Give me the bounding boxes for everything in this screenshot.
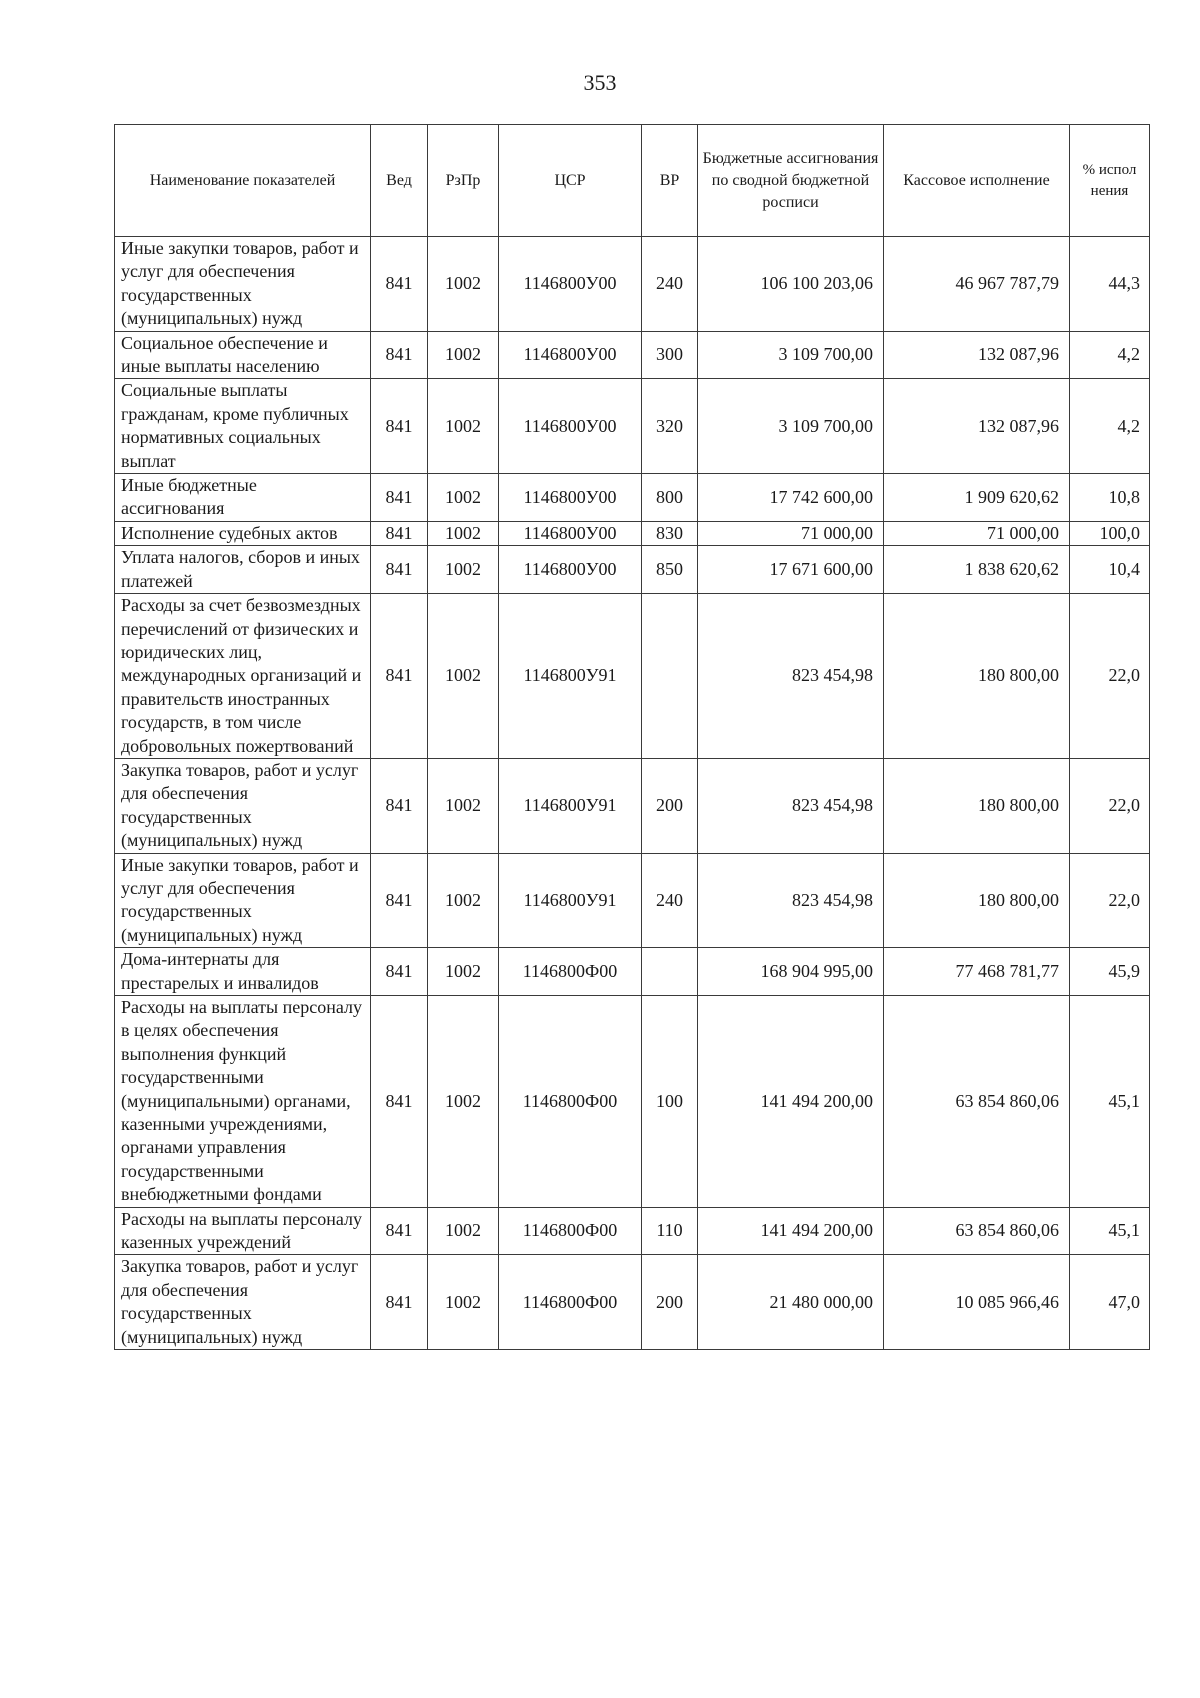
table-body xyxy=(115,237,1150,1350)
cell-ved: 841 xyxy=(371,948,428,996)
cell-cash: 63 854 860,06 xyxy=(884,1207,1070,1255)
cell-cash: 180 800,00 xyxy=(884,594,1070,759)
cell-budget: 17 742 600,00 xyxy=(698,474,884,522)
cell-rzpr: 1002 xyxy=(428,996,499,1208)
cell-ved: 841 xyxy=(371,594,428,759)
cell-cash: 132 087,96 xyxy=(884,331,1070,379)
cell-vr: 800 xyxy=(642,474,698,522)
table-row xyxy=(115,1207,1150,1255)
cell-csr: 1146800У91 xyxy=(499,853,642,948)
cell-budget: 3 109 700,00 xyxy=(698,331,884,379)
cell-ved: 841 xyxy=(371,474,428,522)
cell-vr: 850 xyxy=(642,546,698,594)
cell-cash: 1 838 620,62 xyxy=(884,546,1070,594)
cell-ved: 841 xyxy=(371,996,428,1208)
cell-pct: 45,1 xyxy=(1070,996,1150,1208)
cell-name: Закупка товаров, работ и услуг для обеспечения государственных (муниципальных) нужд xyxy=(115,1255,371,1350)
cell-csr: 1146800Ф00 xyxy=(499,948,642,996)
cell-cash: 10 085 966,46 xyxy=(884,1255,1070,1350)
cell-csr: 1146800У00 xyxy=(499,379,642,474)
cell-rzpr: 1002 xyxy=(428,1207,499,1255)
cell-ved: 841 xyxy=(371,1207,428,1255)
header-cash: Кассовое исполнение xyxy=(884,125,1070,237)
cell-vr xyxy=(642,948,698,996)
cell-pct: 10,4 xyxy=(1070,546,1150,594)
cell-name: Дома-интернаты для престарелых и инвалидов xyxy=(115,948,371,996)
cell-name: Расходы на выплаты персоналу казенных учреждений xyxy=(115,1207,371,1255)
cell-ved: 841 xyxy=(371,379,428,474)
cell-name: Расходы за счет безвозмездных перечислений от физических и юридических лиц, международных организаций и правительств иностранных государств, в том числе добровольных пожертвований xyxy=(115,594,371,759)
cell-cash: 63 854 860,06 xyxy=(884,996,1070,1208)
cell-pct: 4,2 xyxy=(1070,379,1150,474)
cell-pct: 4,2 xyxy=(1070,331,1150,379)
cell-cash: 77 468 781,77 xyxy=(884,948,1070,996)
header-csr: ЦСР xyxy=(499,125,642,237)
cell-vr: 200 xyxy=(642,1255,698,1350)
cell-csr: 1146800Ф00 xyxy=(499,1207,642,1255)
cell-cash: 71 000,00 xyxy=(884,521,1070,545)
table-row xyxy=(115,594,1150,759)
cell-ved: 841 xyxy=(371,758,428,853)
cell-name: Исполнение судебных актов xyxy=(115,521,371,545)
table-row xyxy=(115,948,1150,996)
cell-budget: 21 480 000,00 xyxy=(698,1255,884,1350)
cell-cash: 180 800,00 xyxy=(884,758,1070,853)
cell-pct: 22,0 xyxy=(1070,758,1150,853)
table-row xyxy=(115,237,1150,332)
cell-cash: 1 909 620,62 xyxy=(884,474,1070,522)
cell-ved: 841 xyxy=(371,237,428,332)
cell-budget: 17 671 600,00 xyxy=(698,546,884,594)
cell-rzpr: 1002 xyxy=(428,379,499,474)
table-row xyxy=(115,331,1150,379)
table-row xyxy=(115,521,1150,545)
cell-budget: 141 494 200,00 xyxy=(698,996,884,1208)
cell-name: Иные закупки товаров, работ и услуг для обеспечения государственных (муниципальных) нужд xyxy=(115,853,371,948)
cell-budget: 141 494 200,00 xyxy=(698,1207,884,1255)
cell-ved: 841 xyxy=(371,1255,428,1350)
cell-pct: 100,0 xyxy=(1070,521,1150,545)
cell-ved: 841 xyxy=(371,521,428,545)
cell-rzpr: 1002 xyxy=(428,546,499,594)
cell-csr: 1146800У00 xyxy=(499,331,642,379)
table-row xyxy=(115,379,1150,474)
cell-budget: 168 904 995,00 xyxy=(698,948,884,996)
cell-budget: 823 454,98 xyxy=(698,594,884,759)
cell-budget: 106 100 203,06 xyxy=(698,237,884,332)
table-row xyxy=(115,853,1150,948)
cell-csr: 1146800У00 xyxy=(499,474,642,522)
header-pct: % испол нения xyxy=(1070,125,1150,237)
cell-ved: 841 xyxy=(371,853,428,948)
cell-cash: 180 800,00 xyxy=(884,853,1070,948)
cell-csr: 1146800Ф00 xyxy=(499,996,642,1208)
table-row xyxy=(115,996,1150,1208)
cell-vr xyxy=(642,594,698,759)
cell-cash: 132 087,96 xyxy=(884,379,1070,474)
cell-name: Иные закупки товаров, работ и услуг для обеспечения государственных (муниципальных) нужд xyxy=(115,237,371,332)
cell-name: Социальные выплаты гражданам, кроме публичных нормативных социальных выплат xyxy=(115,379,371,474)
cell-pct: 22,0 xyxy=(1070,853,1150,948)
cell-budget: 3 109 700,00 xyxy=(698,379,884,474)
cell-pct: 10,8 xyxy=(1070,474,1150,522)
cell-vr: 300 xyxy=(642,331,698,379)
cell-pct: 45,1 xyxy=(1070,1207,1150,1255)
cell-rzpr: 1002 xyxy=(428,521,499,545)
cell-name: Социальное обеспечение и иные выплаты населению xyxy=(115,331,371,379)
cell-name: Закупка товаров, работ и услуг для обеспечения государственных (муниципальных) нужд xyxy=(115,758,371,853)
table-row xyxy=(115,758,1150,853)
cell-rzpr: 1002 xyxy=(428,948,499,996)
cell-name: Расходы на выплаты персоналу в целях обеспечения выполнения функций государственными (муниципальными) органами, казенными учреждениями, органами управления государственными внебюджетными фондами xyxy=(115,996,371,1208)
cell-csr: 1146800У91 xyxy=(499,594,642,759)
header-row xyxy=(115,125,1150,237)
cell-csr: 1146800У00 xyxy=(499,521,642,545)
cell-budget: 823 454,98 xyxy=(698,853,884,948)
cell-rzpr: 1002 xyxy=(428,237,499,332)
cell-rzpr: 1002 xyxy=(428,474,499,522)
cell-ved: 841 xyxy=(371,331,428,379)
cell-csr: 1146800У00 xyxy=(499,546,642,594)
cell-csr: 1146800У00 xyxy=(499,237,642,332)
cell-vr: 830 xyxy=(642,521,698,545)
cell-vr: 320 xyxy=(642,379,698,474)
cell-pct: 45,9 xyxy=(1070,948,1150,996)
cell-vr: 240 xyxy=(642,237,698,332)
cell-budget: 823 454,98 xyxy=(698,758,884,853)
cell-csr: 1146800Ф00 xyxy=(499,1255,642,1350)
cell-rzpr: 1002 xyxy=(428,853,499,948)
cell-name: Уплата налогов, сборов и иных платежей xyxy=(115,546,371,594)
table-row xyxy=(115,546,1150,594)
table-row xyxy=(115,1255,1150,1350)
cell-pct: 22,0 xyxy=(1070,594,1150,759)
cell-rzpr: 1002 xyxy=(428,1255,499,1350)
table-row xyxy=(115,474,1150,522)
cell-rzpr: 1002 xyxy=(428,758,499,853)
cell-pct: 44,3 xyxy=(1070,237,1150,332)
table-header xyxy=(115,125,1150,237)
budget-execution-table xyxy=(114,124,1150,1350)
cell-rzpr: 1002 xyxy=(428,594,499,759)
cell-pct: 47,0 xyxy=(1070,1255,1150,1350)
cell-budget: 71 000,00 xyxy=(698,521,884,545)
cell-cash: 46 967 787,79 xyxy=(884,237,1070,332)
cell-name: Иные бюджетные ассигнования xyxy=(115,474,371,522)
cell-rzpr: 1002 xyxy=(428,331,499,379)
header-rzpr: РзПр xyxy=(428,125,499,237)
header-ved: Вед xyxy=(371,125,428,237)
header-name: Наименование показателей xyxy=(115,125,371,237)
cell-csr: 1146800У91 xyxy=(499,758,642,853)
page-number: 353 xyxy=(583,70,617,95)
header-budget: Бюджетные ассигнования по сводной бюджетной росписи xyxy=(698,125,884,237)
cell-ved: 841 xyxy=(371,546,428,594)
cell-vr: 240 xyxy=(642,853,698,948)
header-vr: ВР xyxy=(642,125,698,237)
cell-vr: 200 xyxy=(642,758,698,853)
cell-vr: 110 xyxy=(642,1207,698,1255)
cell-vr: 100 xyxy=(642,996,698,1208)
